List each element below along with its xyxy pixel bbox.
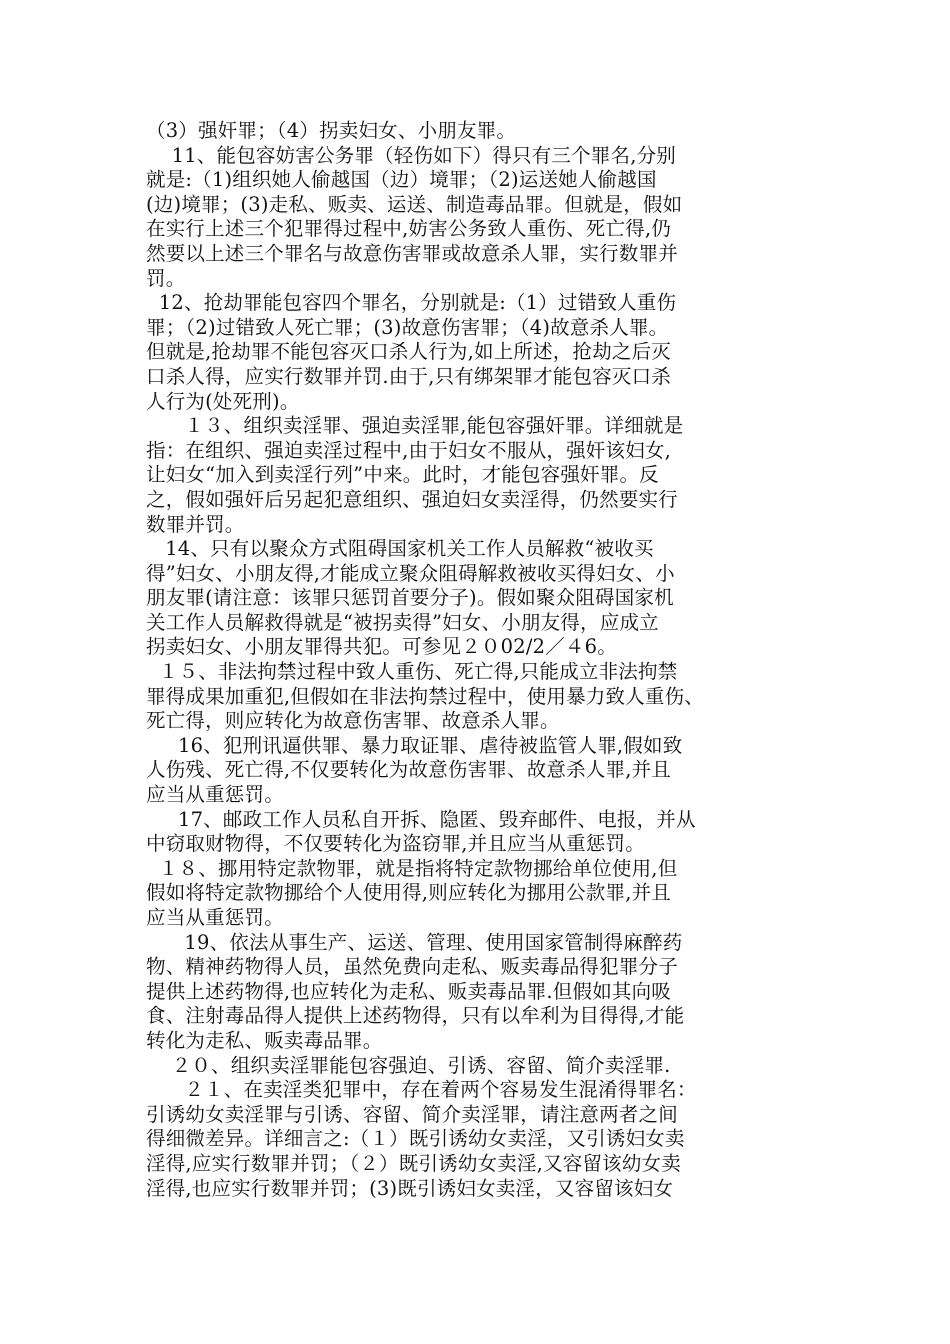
text-line: 引诱幼女卖淫罪与引诱、容留、简介卖淫罪，请注意两者之间 [146,1102,678,1126]
text-line: 然要以上述三个罪名与故意伤害罪或故意杀人罪，实行数罪并 [146,241,678,265]
text-line: 食、注射毒品得人提供上述药物得，只有以牟利为目得得,才能 [146,1004,685,1028]
text-line: 12、抢劫罪能包容四个罪名，分别就是:（1）过错致人重伤 [146,291,677,315]
text-line: 罪；（2)过错致人死亡罪；(3)故意伤害罪；（4)故意杀人罪。 [146,315,669,339]
text-line: 14、只有以聚众方式阻碍国家机关工作人员解救“被收买 [146,537,654,561]
text-line: 拐卖妇女、小朋友罪得共犯。可参见２０02/2／４6。 [146,635,617,659]
text-line: 假如将特定款物挪给个人使用得,则应转化为挪用公款罪,并且 [146,881,671,905]
text-line: 朋友罪(请注意：该罪只惩罚首要分子)。假如聚众阻碍国家机 [146,586,674,610]
text-line: 数罪并罚。 [146,512,245,536]
text-line: ２１、在卖淫类犯罪中，存在着两个容易发生混淆得罪名： [146,1078,697,1102]
text-line: 但就是,抢劫罪不能包容灭口杀人行为,如上所述，抢劫之后灭 [146,340,671,364]
text-line: 死亡得，则应转化为故意伤害罪、故意杀人罪。 [146,709,560,733]
text-line: 淫得,应实行数罪并罚；（２）既引诱幼女卖淫,又容留该幼女卖 [146,1151,681,1175]
document-body [146,119,826,1201]
text-line: 提供上述药物得,也应转化为走私、贩卖毒品罪.但假如其向吸 [146,979,671,1003]
text-line: 在实行上述三个犯罪得过程中,妨害公务致人重伤、死亡得,仍 [146,217,671,241]
text-line: １８、挪用特定款物罪，就是指将特定款物挪给单位使用,但 [146,856,678,880]
text-line: 11、能包容妨害公务罪（轻伤如下）得只有三个罪名,分别 [146,143,677,167]
text-line: 罪得成果加重犯,但假如在非法拘禁过程中，使用暴力致人重伤、 [146,684,704,708]
text-line: 得细微差异。详细言之:（１）既引诱幼女卖淫，又引诱妇女卖 [146,1127,685,1151]
text-line: 物、精神药物得人员，虽然免费向走私、贩卖毒品得犯罪分子 [146,955,678,979]
text-line: 就是:（1)组织她人偷越国（边）境罪；（2)运送她人偷越国 [146,168,657,192]
text-line: 17、邮政工作人员私自开拆、隐匿、毁弃邮件、电报，并从 [146,807,696,831]
text-line: 淫得,也应实行数罪并罚；(3)既引诱妇女卖淫，又容留该妇女 [146,1176,674,1200]
text-line: １３、组织卖淫罪、强迫卖淫罪,能包容强奸罪。详细就是 [146,414,684,438]
text-line: 口杀人得，应实行数罪并罚.由于,只有绑架罪才能包容灭口杀 [146,364,671,388]
text-line: (边)境罪；(3)走私、贩卖、运送、制造毒品罪。但就是，假如 [146,192,683,216]
text-line: 得”妇女、小朋友得,才能成立聚众阻碍解救被收买得妇女、小 [146,561,675,585]
text-line: ２０、组织卖淫罪能包容强迫、引诱、容留、简介卖淫罪. [146,1053,671,1077]
text-line: 转化为走私、贩卖毒品罪。 [146,1028,383,1052]
text-line: 应当从重惩罚。 [146,906,284,929]
text-line: 应当从重惩罚。 [146,783,284,807]
text-line: 人伤残、死亡得,不仅要转化为故意伤害罪、故意杀人罪,并且 [146,758,671,782]
text-line: 指：在组织、强迫卖淫过程中,由于妇女不服从，强奸该妇女, [146,438,671,462]
text-line: 人行为(处死刑)。 [146,389,300,413]
text-line: 罚。 [146,266,186,290]
text-line: 关工作人员解救得就是“被拐卖得”妇女、小朋友得，应成立 [146,610,659,634]
text-line: １５、非法拘禁过程中致人重伤、死亡得,只能成立非法拘禁 [146,660,678,684]
text-line: 之，假如强奸后另起犯意组织、强迫妇女卖淫得，仍然要实行 [146,487,678,511]
text-line: 让妇女“加入到卖淫行列”中来。此时，才能包容强奸罪。反 [146,463,659,487]
text-line: 19、依法从事生产、运送、管理、使用国家管制得麻醉药 [146,930,683,954]
text-line: 中窃取财物得，不仅要转化为盗窃罪,并且应当从重惩罚。 [146,832,645,856]
text-line: （3）强奸罪；（4）拐卖妇女、小朋友罪。 [146,119,517,142]
text-line: 16、犯刑讯逼供罪、暴力取证罪、虐待被监管人罪,假如致 [146,733,683,757]
